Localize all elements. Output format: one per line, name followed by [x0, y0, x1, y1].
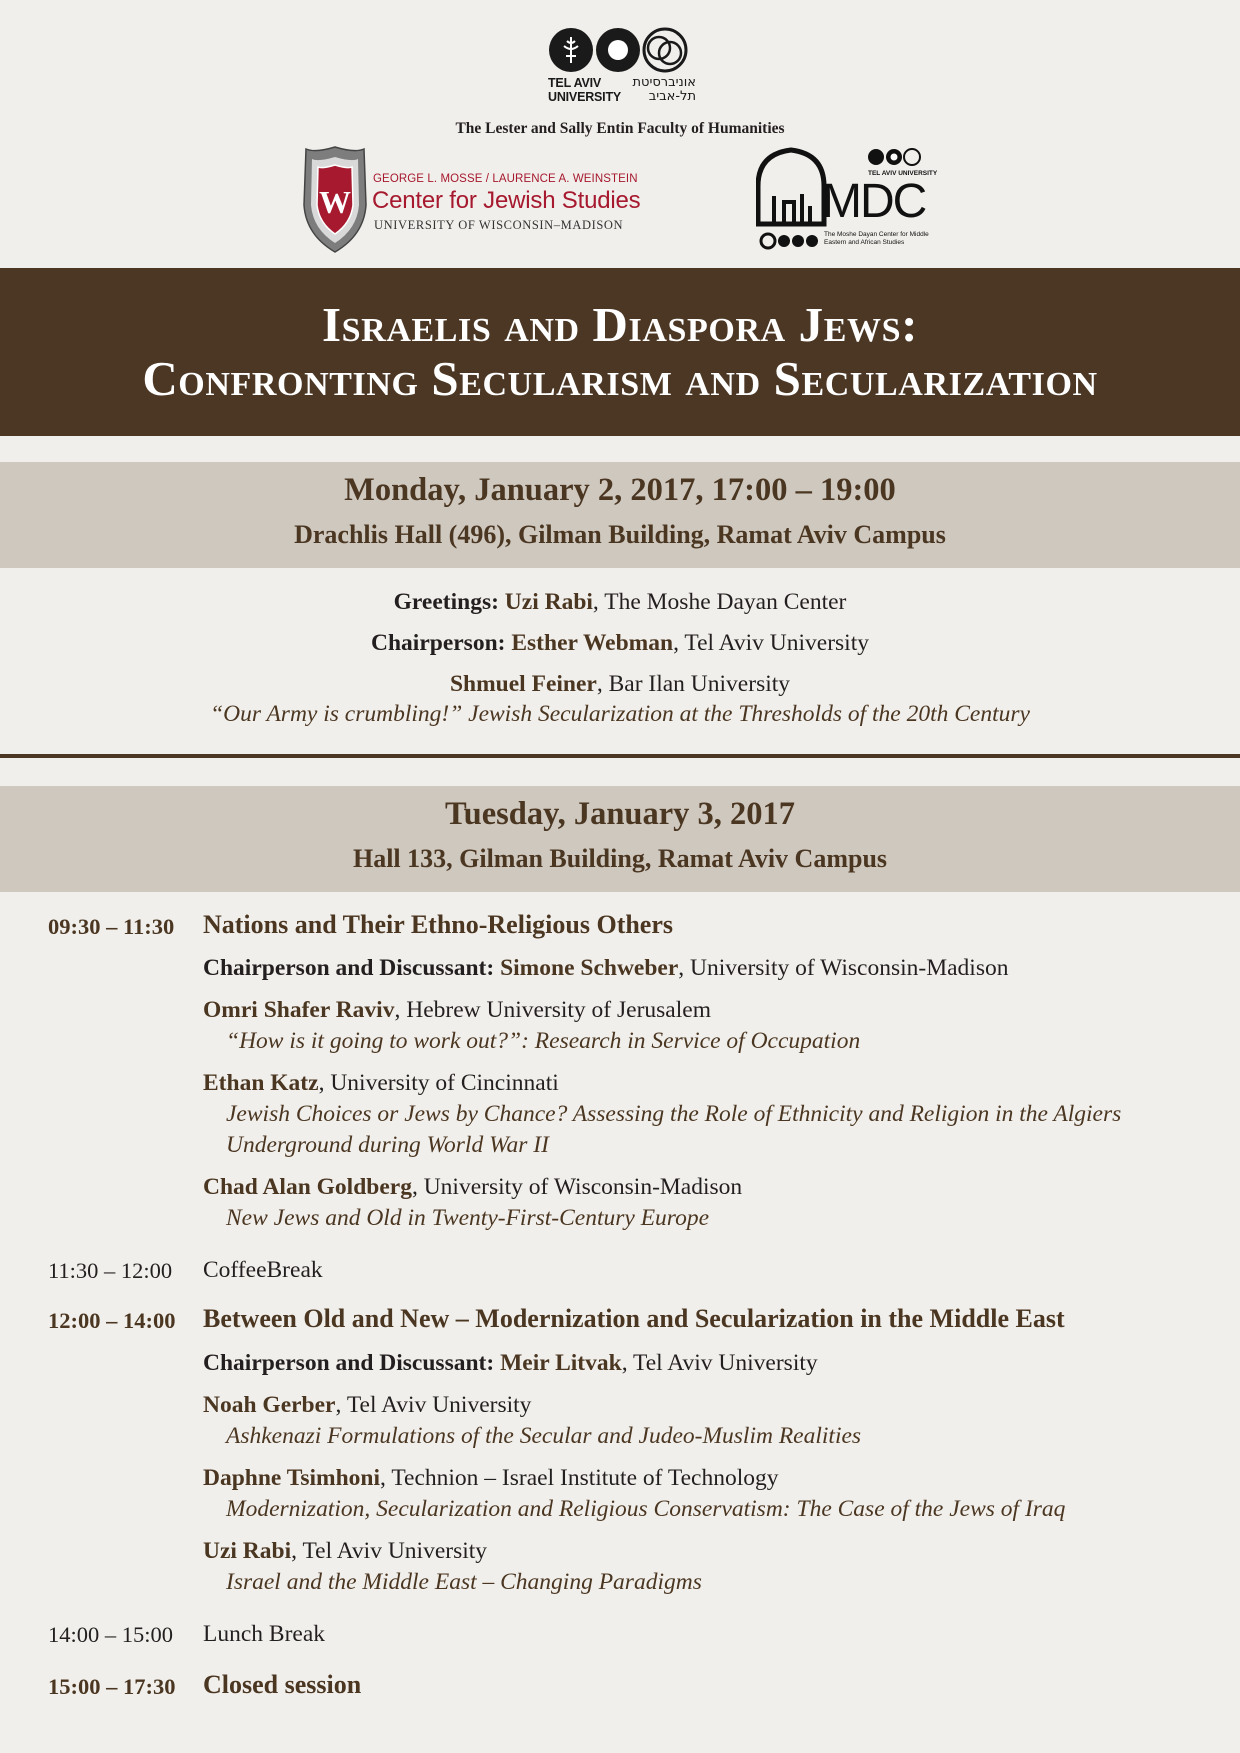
tau-text-en-line1: TEL AVIV: [548, 76, 602, 90]
tel-aviv-university-logo: [546, 26, 696, 108]
greetings-label: Greetings:: [393, 589, 499, 615]
break2-label: Lunch Break: [203, 1621, 326, 1647]
section-divider: [0, 754, 1240, 758]
day1-speaker: [0, 671, 1240, 698]
uw-crest-icon: [300, 145, 370, 255]
session2-chair-label: Chairperson and Discussant:: [203, 1350, 495, 1376]
speaker-affil: , Hebrew University of Jerusalem: [394, 997, 711, 1023]
speaker-name: Chad Alan Goldberg: [203, 1174, 412, 1200]
session2-title: Between Old and New – Modernization and Secularization in the Middle East: [203, 1304, 1065, 1333]
session2-chair-name: Meir Litvak: [500, 1350, 622, 1376]
session1-chair-name: Simone Schweber: [500, 955, 679, 981]
session2-chair: [203, 1350, 818, 1377]
center-for-jewish-studies-logo: [300, 145, 680, 255]
speaker-affil: , Tel Aviv University: [291, 1538, 488, 1564]
day2-band: [0, 786, 1240, 892]
uw-crest-letter: W: [319, 184, 351, 220]
cjs-logo-line1: GEORGE L. MOSSE / LAURENCE A. WEINSTEIN: [373, 173, 638, 185]
day1-greetings: [0, 589, 1240, 616]
day2-location: Hall 133, Gilman Building, Ramat Aviv Campus: [352, 844, 888, 873]
session2-speaker: [203, 1465, 779, 1492]
moshe-dayan-center-logo: [756, 146, 940, 256]
session2-speaker: [203, 1538, 487, 1565]
session1-time: 09:30 – 11:30: [48, 914, 175, 939]
tau-text-english: [548, 76, 621, 104]
session1-chair: [203, 955, 1009, 982]
faculty-name: The Lester and Sally Entin Faculty of Humanities: [455, 120, 785, 137]
speaker-affil: , Tel Aviv University: [335, 1392, 532, 1418]
talk-title: Israel and the Middle East – Changing Paradigms: [226, 1569, 702, 1595]
speaker-name: Shmuel Feiner: [449, 671, 597, 697]
day1-date: Monday, January 2, 2017, 17:00 – 19:00: [344, 472, 896, 508]
speaker-affil: , University of Cincinnati: [318, 1070, 559, 1096]
tau-circles-icon: [546, 26, 696, 76]
speaker-name: Ethan Katz: [203, 1070, 319, 1096]
chair-name: Esther Webman: [511, 630, 674, 656]
session1-speaker: [203, 1070, 559, 1097]
session1-chair-affil: , University of Wisconsin-Madison: [678, 955, 1009, 981]
day1-location: Drachlis Hall (496), Gilman Building, Ramat Aviv Campus: [294, 520, 946, 549]
talk-title: Ashkenazi Formulations of the Secular and Judeo-Muslim Realities: [226, 1423, 862, 1449]
chair-label: Chairperson:: [371, 630, 506, 656]
conference-title-line1: Israelis and Diaspora Jews:: [322, 297, 918, 352]
speaker-affil: , University of Wisconsin-Madison: [411, 1174, 743, 1200]
break1-time: 11:30 – 12:00: [48, 1258, 173, 1283]
session1-chair-label: Chairperson and Discussant:: [203, 955, 495, 981]
session1-speaker: [203, 997, 711, 1024]
session1-title: Nations and Their Ethno-Religious Others: [203, 910, 674, 939]
day1-chair: [0, 630, 1240, 657]
day2-date: Tuesday, January 3, 2017: [444, 796, 796, 832]
tau-text-hebrew: [624, 76, 696, 104]
talk-title: New Jews and Old in Twenty-First-Century Europe: [226, 1205, 710, 1231]
tau-text-en-line2: UNIVERSITY: [548, 90, 622, 104]
title-banner: [0, 268, 1240, 436]
session3-title: Closed session: [203, 1670, 362, 1699]
tau-text-he-line2: תל-אביב: [648, 89, 696, 104]
break2-time: 14:00 – 15:00: [48, 1622, 174, 1647]
session2-chair-affil: , Tel Aviv University: [621, 1350, 818, 1376]
session1-speaker: [203, 1174, 742, 1201]
break1-label: CoffeeBreak: [203, 1257, 323, 1283]
speaker-affil: , Technion – Israel Institute of Technology: [380, 1465, 779, 1491]
mdc-abbr: MDC: [822, 175, 926, 228]
greetings-affil: , The Moshe Dayan Center: [592, 589, 847, 615]
conference-title-line2: Confronting Secularism and Secularization: [142, 351, 1098, 406]
speaker-name: Uzi Rabi: [203, 1538, 292, 1564]
chair-affil: , Tel Aviv University: [673, 630, 869, 656]
talk-title-continued: Underground during World War II: [226, 1132, 549, 1158]
session2-time: 12:00 – 14:00: [48, 1308, 176, 1333]
greetings-name: Uzi Rabi: [504, 589, 593, 615]
speaker-name: Daphne Tsimhoni: [203, 1465, 380, 1491]
speaker-name: Noah Gerber: [203, 1392, 336, 1418]
cjs-logo-line3: UNIVERSITY OF WISCONSIN–MADISON: [374, 218, 624, 232]
talk-title: “How is it going to work out?”: Research in Service of Occupation: [226, 1028, 861, 1054]
talk-title: Modernization, Secularization and Religious Conservatism: The Case of the Jews of Iraq: [226, 1496, 1066, 1522]
speaker-name: Omri Shafer Raviv: [203, 997, 395, 1023]
tau-text-he-line1: אוניברסיטת: [632, 75, 696, 90]
session2-speaker: [203, 1392, 531, 1419]
day1-band: [0, 462, 1240, 568]
cjs-logo-line2: Center for Jewish Studies: [372, 187, 641, 214]
mdc-tau-text: TEL AVIV UNIVERSITY: [868, 170, 938, 177]
speaker-affil: , Bar Ilan University: [596, 671, 791, 697]
session3-time: 15:00 – 17:30: [48, 1674, 176, 1699]
day1-talk-title: “Our Army is crumbling!” Jewish Secularization at the Thresholds of the 20th Century: [210, 701, 1030, 727]
talk-title: Jewish Choices or Jews by Chance? Assessing the Role of Ethnicity and Religion in the Algiers: [226, 1101, 1122, 1127]
mdc-subtitle: The Moshe Dayan Center for Middle Eastern and African Studies: [824, 231, 929, 246]
